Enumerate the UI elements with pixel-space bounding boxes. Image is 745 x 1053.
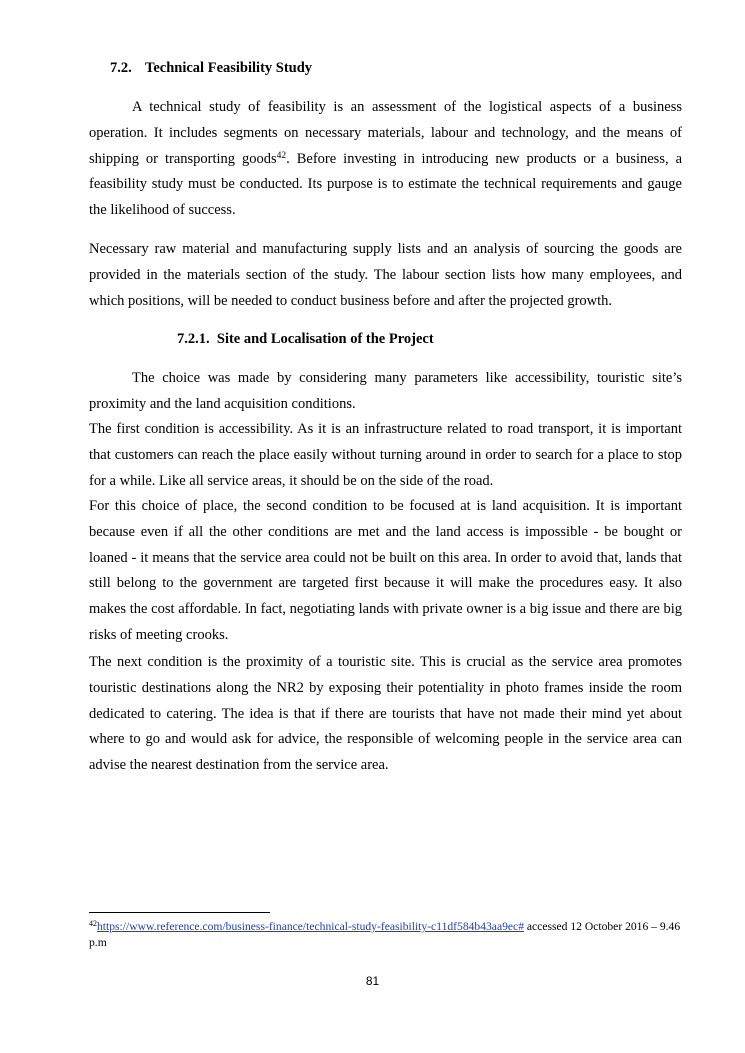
paragraph-land-acquisition: For this choice of place, the second condition to be focused at is land acquisition. It is important because even if all the other conditions are met and the land access is impossible - be bought or loaned - it means that the service area could not be built on this area. In order to avoid that, lands that still belong to the government are targeted first because it will make the procedures easy. It also makes the cost affordable. In fact, negotiating lands with private owner is a big issue and there are big risks of meeting crooks. — [89, 498, 682, 643]
subsection-title: Site and Localisation of the Project — [216, 331, 434, 347]
footnote-link[interactable]: https://www.reference.com/business-finance/technical-study-feasibility-c11df584b43aa9ec# — [97, 920, 524, 933]
footnote-suffix: accessed 12 October 2016 – 9.46 p.m — [89, 920, 681, 949]
paragraph-intro-text: A technical study of feasibility is an assessment of the logistical aspects of a business operation. It includes segments on necessary materials, labour and technology, and the means of shipping or transporting goods — [89, 99, 682, 167]
section-number: 7.2. — [110, 60, 132, 76]
paragraph-accessibility: The first condition is accessibility. As it is an infrastructure related to road transport, it is important that customers can reach the place easily without turning around in order to search for a place to stop for a while. Like all service areas, it should be on the side of the road. — [89, 421, 682, 489]
paragraph-materials: Necessary raw material and manufacturing supply lists and an analysis of sourcing the goods are provided in the materials section of the study. The labour section lists how many employees, and which positions, will be needed to conduct business before and after the projected growth. — [89, 241, 682, 309]
footnote — [89, 919, 682, 950]
section-heading — [110, 60, 312, 77]
paragraph-touristic-site: The next condition is the proximity of a touristic site. This is crucial as the service area promotes touristic destinations along the NR2 by exposing their potentiality in photo frames inside the room dedicated to catering. The idea is that if there are tourists that have not made their mind yet about where to go and would ask for advice, the responsible of welcoming people in the service area can advise the nearest destination from the service area. — [89, 654, 682, 774]
footnote-separator — [89, 912, 270, 913]
page-number: 81 — [365, 974, 380, 988]
footnote-reference[interactable]: 42 — [276, 150, 287, 161]
paragraph-choice: The choice was made by considering many parameters like accessibility, touristic site’s proximity and the land acquisition conditions. — [89, 370, 682, 412]
subsection-heading — [177, 331, 434, 348]
footnote-marker: 42 — [89, 919, 97, 928]
subsection-number: 7.2.1. — [177, 331, 210, 347]
paragraph-intro — [89, 95, 682, 224]
section-title: Technical Feasibility Study — [145, 60, 313, 76]
paragraph-intro-text-continued: . Before investing in introducing new products or a business, a feasibility study must be conducted. Its purpose is to estimate the technical requirements and gauge the likelihood of success. — [89, 150, 682, 219]
